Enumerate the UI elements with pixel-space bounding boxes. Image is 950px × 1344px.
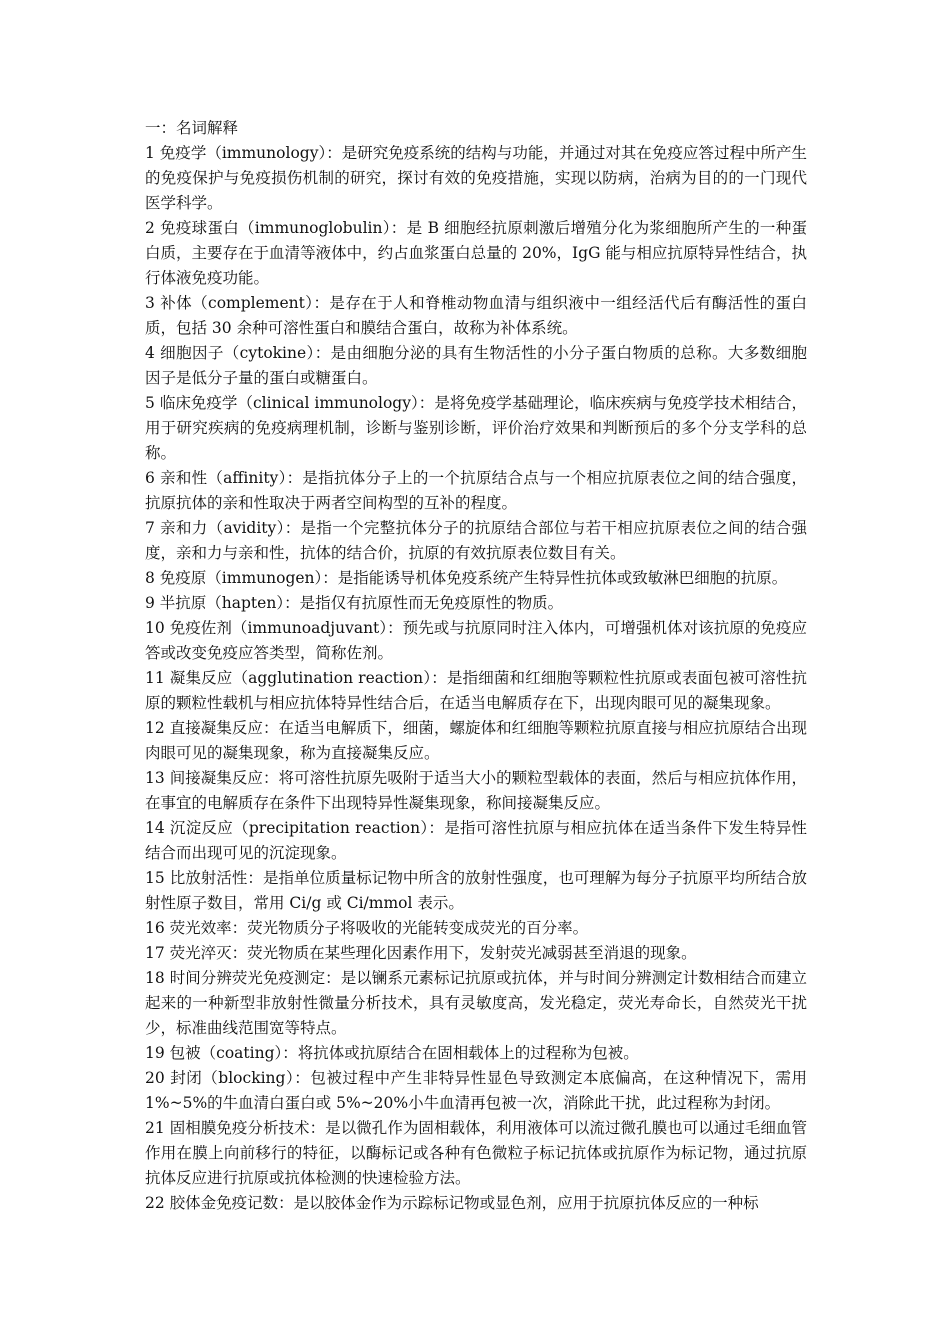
term-entry-15: 15 比放射活性：是指单位质量标记物中所含的放射性强度，也可理解为每分子抗原平均所结合放射性原子数目，常用 Ci/g 或 Ci/mmol 表示。 [145, 869, 807, 912]
term-entry-2: 2 免疫球蛋白（immunoglobulin）：是 B 细胞经抗原刺激后增殖分化为浆细胞所产生的一种蛋白质，主要存在于血清等液体中，约占血浆蛋白总量的 20%，IgG 能与相应抗原特异性结合，执行体液免疫功能。 [145, 219, 807, 287]
term-entry-19: 19 包被（coating）：将抗体或抗原结合在固相载体上的过程称为包被。 [145, 1044, 639, 1062]
term-entry-8: 8 免疫原（immunogen）：是指能诱导机体免疫系统产生特异性抗体或致敏淋巴细胞的抗原。 [145, 569, 788, 587]
term-entry-5: 5 临床免疫学（clinical immunology）：是将免疫学基础理论，临床疾病与免疫学技术相结合，用于研究疾病的免疫病理机制，诊断与鉴别诊断，评价治疗效果和判断预后的多个分支学科的总称。 [145, 394, 807, 462]
section-title: 一：名词解释 [145, 119, 239, 137]
term-entry-3: 3 补体（complement）：是存在于人和脊椎动物血清与组织液中一组经活代后有酶活性的蛋白质，包括 30 余种可溶性蛋白和膜结合蛋白，故称为补体系统。 [145, 294, 807, 337]
term-entry-13: 13 间接凝集反应：将可溶性抗原先吸附于适当大小的颗粒型载体的表面，然后与相应抗体作用，在事宜的电解质存在条件下出现特异性凝集现象，称间接凝集反应。 [145, 769, 807, 812]
term-entry-10: 10 免疫佐剂（immunoadjuvant）：预先或与抗原同时注入体内，可增强机体对该抗原的免疫应答或改变免疫应答类型，简称佐剂。 [145, 619, 807, 662]
term-entry-17: 17 荧光淬灭：荧光物质在某些理化因素作用下，发射荧光减弱甚至消退的现象。 [145, 944, 697, 962]
term-entry-14: 14 沉淀反应（precipitation reaction）：是指可溶性抗原与相应抗体在适当条件下发生特异性结合而出现可见的沉淀现象。 [145, 819, 807, 862]
term-entry-7: 7 亲和力（avidity）：是指一个完整抗体分子的抗原结合部位与若干相应抗原表位之间的结合强度，亲和力与亲和性，抗体的结合价，抗原的有效抗原表位数目有关。 [145, 519, 807, 562]
document-page [145, 116, 807, 1216]
term-entry-12: 12 直接凝集反应：在适当电解质下，细菌，螺旋体和红细胞等颗粒抗原直接与相应抗原结合出现肉眼可见的凝集现象，称为直接凝集反应。 [145, 719, 807, 762]
term-entry-1: 1 免疫学（immunology）：是研究免疫系统的结构与功能，并通过对其在免疫应答过程中所产生的免疫保护与免疫损伤机制的研究，探讨有效的免疫措施，实现以防病，治病为目的的一门现代医学科学。 [145, 144, 807, 212]
term-entry-18: 18 时间分辨荧光免疫测定：是以镧系元素标记抗原或抗体，并与时间分辨测定计数相结合而建立起来的一种新型非放射性微量分析技术，具有灵敏度高，发光稳定，荧光寿命长，自然荧光干扰少，标准曲线范围宽等特点。 [145, 969, 807, 1037]
term-entry-11: 11 凝集反应（agglutination reaction）：是指细菌和红细胞等颗粒性抗原或表面包被可溶性抗原的颗粒性载机与相应抗体特异性结合后，在适当电解质存在下，出现肉眼可见的凝集现象。 [145, 669, 807, 712]
term-entry-20: 20 封闭（blocking）：包被过程中产生非特异性显色导致测定本底偏高，在这种情况下，需用 1%~5%的牛血清白蛋白或 5%~20%小牛血清再包被一次，消除此干扰，此过程称为封闭。 [145, 1069, 807, 1112]
term-entry-4: 4 细胞因子（cytokine）：是由细胞分泌的具有生物活性的小分子蛋白物质的总称。大多数细胞因子是低分子量的蛋白或糖蛋白。 [145, 344, 807, 387]
term-entry-16: 16 荧光效率：荧光物质分子将吸收的光能转变成荧光的百分率。 [145, 919, 589, 937]
term-entry-22: 22 胶体金免疫记数：是以胶体金作为示踪标记物或显色剂，应用于抗原抗体反应的一种标 [145, 1194, 759, 1212]
term-entry-6: 6 亲和性（affinity）：是指抗体分子上的一个抗原结合点与一个相应抗原表位之间的结合强度，抗原抗体的亲和性取决于两者空间构型的互补的程度。 [145, 469, 807, 512]
term-entry-21: 21 固相膜免疫分析技术：是以微孔作为固相载体，利用液体可以流过微孔膜也可以通过毛细血管作用在膜上向前移行的特征，以酶标记或各种有色微粒子标记抗体或抗原作为标记物，通过抗原抗体反应进行抗原或抗体检测的快速检验方法。 [145, 1119, 807, 1187]
term-entry-9: 9 半抗原（hapten）：是指仅有抗原性而无免疫原性的物质。 [145, 594, 564, 612]
